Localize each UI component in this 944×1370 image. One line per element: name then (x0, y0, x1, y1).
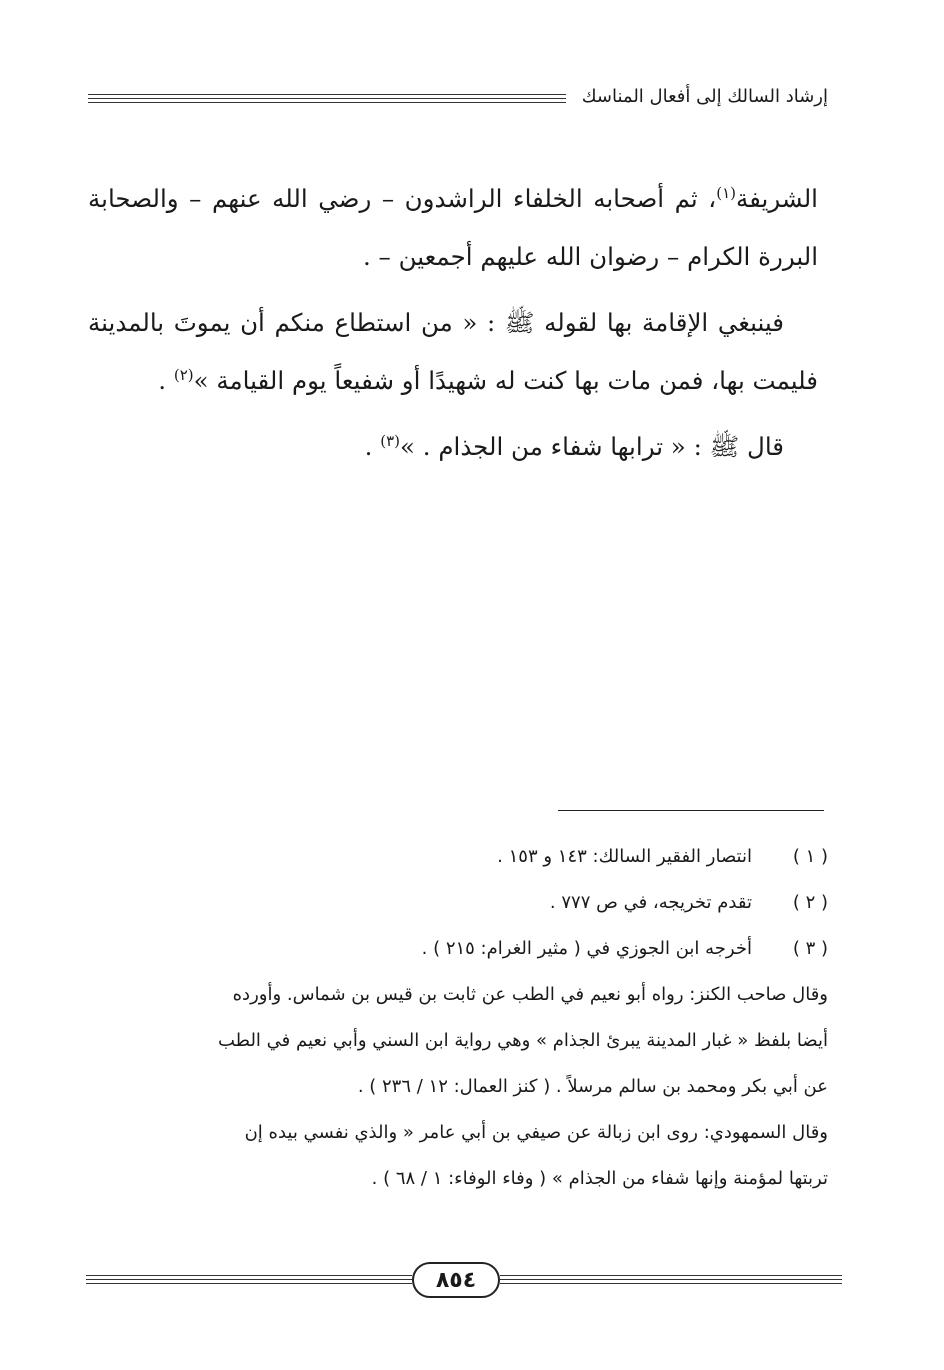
header-title: إرشاد السالك إلى أفعال المناسك (581, 86, 828, 107)
footnote-3-line: أيضا بلفظ « غبار المدينة يبرئ الجذام » وهي رواية ابن السني وأبي نعيم في الطب (218, 1030, 828, 1051)
footer-rule (500, 1275, 842, 1276)
footnote-separator (558, 810, 824, 811)
footer-rule (500, 1279, 842, 1280)
footer-rule (86, 1275, 412, 1276)
footnote-3-line: عن أبي بكر ومحمد بن سالم مرسلاً . ( كنز العمال: ١٢ / ٢٣٦ ) . (357, 1076, 828, 1097)
header-rule (88, 98, 566, 99)
footnote-number: ( ٢ ) (792, 892, 828, 913)
footnote-ref-1: (١) (716, 183, 736, 202)
header-rule (88, 94, 566, 95)
footnote-number: ( ١ ) (792, 846, 828, 867)
footnote-text: انتصار الفقير السالك: ١٤٣ و ١٥٣ . (497, 846, 752, 867)
footnote-3 (88, 926, 828, 972)
paragraph-2-end: . (158, 366, 174, 395)
footnote-3-line: وقال السمهودي: روى ابن زبالة عن صيفي بن أبي عامر « والذي نفسي بيده إن (244, 1122, 828, 1143)
footnote-number: ( ٣ ) (792, 938, 828, 959)
footnote-3-line: تربتها لمؤمنة وإنها شفاء من الجذام » ( وفاء الوفاء: ١ / ٦٨ ) . (371, 1168, 828, 1189)
paragraph-1-start: الشريفة (736, 184, 818, 213)
footnote-text: أخرجه ابن الجوزي في ( مثير الغرام: ٢١٥ ) . (421, 938, 752, 959)
paragraph-3-text: قال ﷺ : « ترابها شفاء من الجذام . » (399, 432, 784, 461)
footnote-1 (88, 834, 828, 880)
paragraph-2 (88, 294, 818, 410)
running-header (88, 84, 828, 114)
footer-rule (500, 1283, 842, 1284)
paragraph-3-end: . (364, 432, 381, 461)
paragraph-1-rest: ، ثم أصحابه الخلفاء الراشدون – رضي الله عنهم – والصحابة البررة الكرام – رضوان الله عليهم أجمعين – . (88, 184, 818, 271)
footnote-text: تقدم تخريجه، في ص ٧٧٧ . (549, 892, 752, 913)
page-number: ٨٥٤ (412, 1262, 500, 1298)
footnote-ref-3: (٣) (380, 431, 400, 450)
main-text (88, 170, 818, 484)
paragraph-1 (88, 170, 818, 286)
footnotes (88, 834, 828, 1202)
paragraph-3 (88, 418, 818, 476)
header-rule (88, 102, 566, 103)
paragraph-2-text: فينبغي الإقامة بها لقوله ﷺ : « من استطاع منكم أن يموتَ بالمدينة فليمت بها، فمن مات بها كنت له شهيدًا أو شفيعاً يوم القيامة » (88, 308, 818, 395)
footnote-3-line: وقال صاحب الكنز: رواه أبو نعيم في الطب عن ثابت بن قيس بن شماس. وأورده (232, 984, 828, 1005)
footnote-ref-2: (٢) (173, 365, 194, 384)
footer-rule (86, 1279, 412, 1280)
footer-rule (86, 1283, 412, 1284)
footnote-2 (88, 880, 828, 926)
